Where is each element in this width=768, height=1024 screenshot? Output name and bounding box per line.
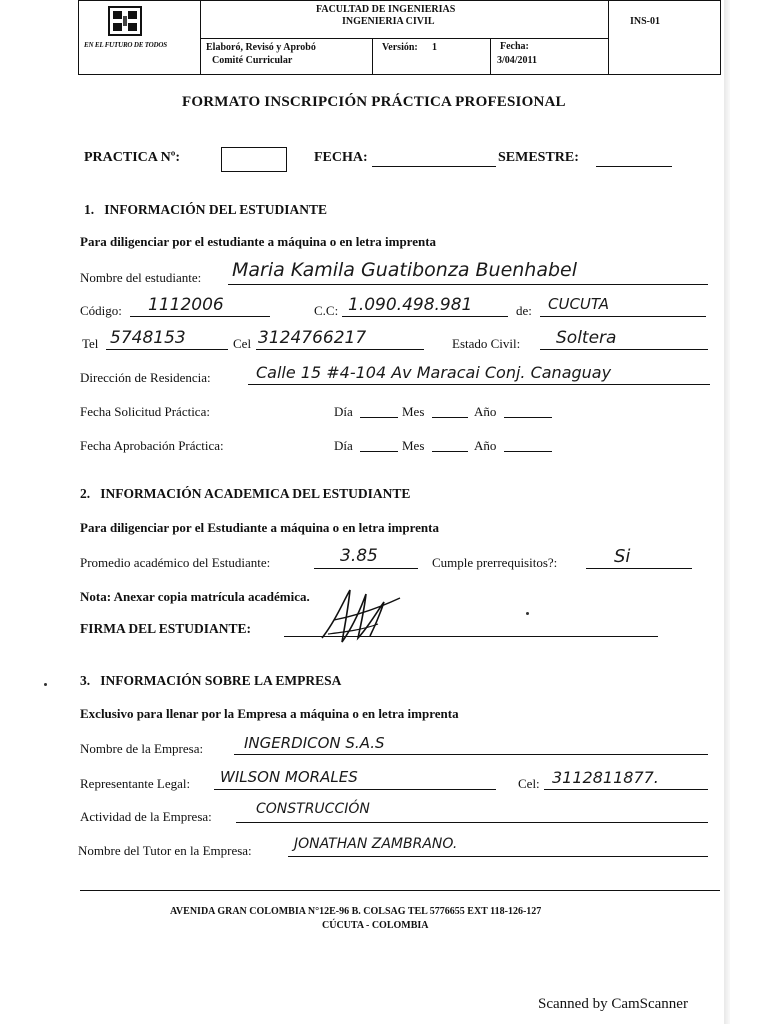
approval-date-label: Fecha Aprobación Práctica:: [80, 438, 224, 453]
company-name-value[interactable]: INGERDICON S.A.S: [244, 734, 385, 752]
request-day-line[interactable]: [360, 417, 398, 418]
transcript-note: Nota: Anexar copia matrícula académica.: [80, 589, 310, 604]
section1-instruction: Para diligenciar por el estudiante a máquina o en letra imprenta: [80, 234, 437, 249]
version-value: 1: [432, 42, 437, 53]
tutor-name-value[interactable]: JONATHAN ZAMBRANO.: [294, 836, 458, 852]
cel-value[interactable]: 3124766217: [258, 328, 367, 348]
cel-label: Cel: [233, 336, 252, 351]
cc-value[interactable]: 1.090.498.981: [348, 295, 473, 315]
approval-year-line[interactable]: [504, 451, 552, 452]
form-title: FORMATO INSCRIPCIÓN PRÁCTICA PROFESIONAL: [182, 94, 566, 110]
request-date-label: Fecha Solicitud Práctica:: [80, 404, 210, 419]
version-label: Versión:: [382, 42, 418, 53]
request-year-label: Año: [474, 404, 497, 419]
civil-status-value[interactable]: Soltera: [556, 328, 617, 348]
prerequisites-label: Cumple prerrequisitos?:: [432, 555, 558, 570]
tutor-name-label: Nombre del Tutor en la Empresa:: [78, 843, 252, 858]
legal-rep-cel-value[interactable]: 3112811877.: [552, 768, 659, 787]
address-value[interactable]: Calle 15 #4-104 Av Maracai Conj. Canaguay: [256, 363, 612, 382]
request-month-label: Mes: [402, 404, 425, 419]
footer-divider: [80, 890, 720, 891]
section1-heading: 1. INFORMACIÓN DEL ESTUDIANTE: [84, 202, 328, 217]
address-label: Dirección de Residencia:: [80, 370, 211, 385]
university-logo: [108, 6, 142, 36]
tel-value[interactable]: 5748153: [110, 328, 186, 348]
section2-instruction: Para diligenciar por el Estudiante a máquina o en letra imprenta: [80, 520, 439, 535]
semester-label: SEMESTRE:: [498, 150, 579, 165]
legal-rep-cel-label: Cel:: [518, 776, 540, 791]
approval-year-label: Año: [474, 438, 497, 453]
student-name-line: [228, 284, 708, 285]
practice-number-box[interactable]: [221, 147, 287, 172]
legal-rep-value[interactable]: WILSON MORALES: [220, 768, 358, 786]
code-value[interactable]: 1112006: [148, 295, 224, 315]
scanner-watermark: Scanned by CamScanner: [538, 996, 688, 1012]
faculty-name: FACULTAD DE INGENIERIAS: [316, 4, 456, 15]
approved-by-line1: Elaboró, Revisó y Aprobó: [206, 42, 316, 53]
semester-line[interactable]: [596, 166, 672, 167]
average-label: Promedio académico del Estudiante:: [80, 555, 271, 570]
section2-heading: 2. INFORMACIÓN ACADEMICA DEL ESTUDIANTE: [80, 486, 411, 501]
student-signature-label: FIRMA DEL ESTUDIANTE:: [80, 621, 252, 636]
logo-motto: EN EL FUTURO DE TODOS: [84, 41, 167, 49]
company-name-label: Nombre de la Empresa:: [80, 741, 204, 756]
code-label: Código:: [80, 303, 122, 318]
company-activity-label: Actividad de la Empresa:: [80, 809, 212, 824]
company-activity-value[interactable]: CONSTRUCCIÓN: [256, 801, 370, 817]
approval-month-label: Mes: [402, 438, 425, 453]
fecha-label: FECHA:: [314, 150, 368, 165]
cc-label: C.C:: [314, 303, 339, 318]
from-label: de:: [516, 303, 532, 318]
document-code: INS-01: [630, 16, 661, 27]
fecha-line[interactable]: [372, 166, 496, 167]
student-signature-image: [314, 580, 406, 650]
footer-city: CÚCUTA - COLOMBIA: [322, 920, 429, 931]
footer-address: AVENIDA GRAN COLOMBIA N°12E-96 B. COLSAG TEL 5776655 EXT 118-126-127: [170, 906, 542, 917]
student-name-value[interactable]: Maria Kamila Guatibonza Buenhabel: [232, 259, 578, 281]
header-date-label: Fecha:: [500, 41, 529, 52]
legal-rep-label: Representante Legal:: [80, 776, 191, 791]
approval-month-line[interactable]: [432, 451, 468, 452]
tel-label: Tel: [82, 336, 99, 351]
approved-by-line2: Comité Curricular: [212, 55, 293, 66]
program-name: INGENIERIA CIVIL: [342, 16, 435, 27]
average-value[interactable]: 3.85: [340, 546, 378, 566]
request-day-label: Día: [334, 404, 353, 419]
from-value[interactable]: CUCUTA: [548, 295, 609, 313]
practice-number-label: PRACTICA Nº:: [84, 150, 181, 165]
approval-day-label: Día: [334, 438, 353, 453]
page-edge-shadow: [724, 0, 730, 1024]
section3-instruction: Exclusivo para llenar por la Empresa a máquina o en letra imprenta: [80, 706, 459, 721]
request-month-line[interactable]: [432, 417, 468, 418]
prerequisites-value[interactable]: Si: [614, 546, 631, 567]
section3-heading: 3. INFORMACIÓN SOBRE LA EMPRESA: [80, 673, 342, 688]
student-name-label: Nombre del estudiante:: [80, 270, 202, 285]
civil-status-label: Estado Civil:: [452, 336, 521, 351]
approval-day-line[interactable]: [360, 451, 398, 452]
header-date-value: 3/04/2011: [497, 55, 538, 66]
request-year-line[interactable]: [504, 417, 552, 418]
